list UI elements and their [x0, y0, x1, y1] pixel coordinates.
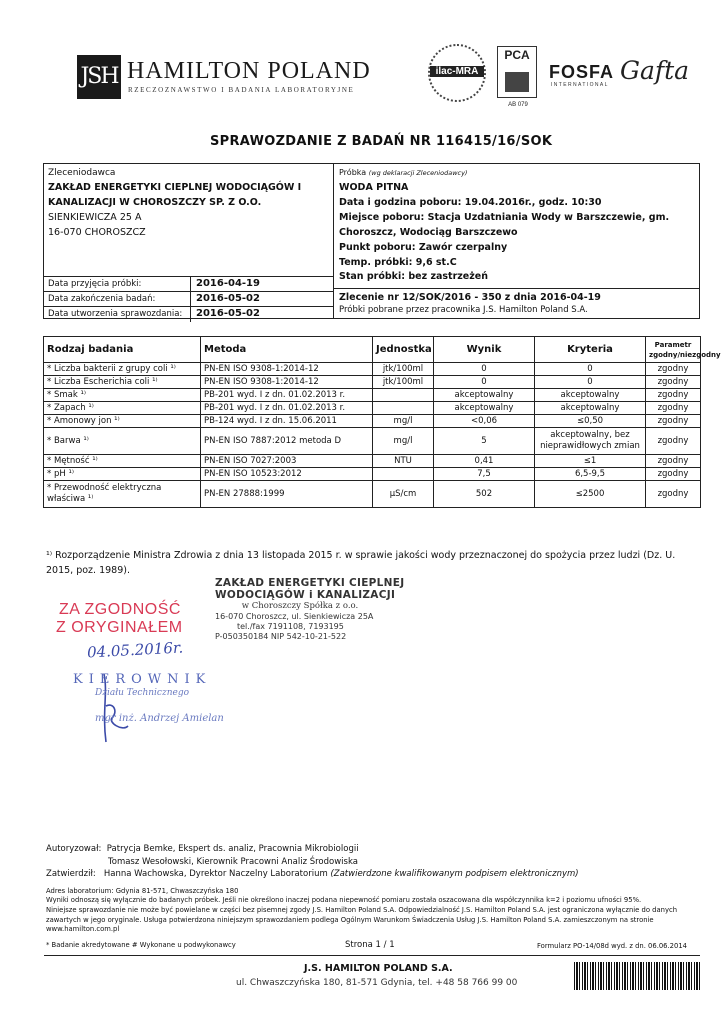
manager-stamp-line: mgr inż. Andrzej Amielan: [95, 713, 224, 724]
table-cell: PN-EN 27888:1999: [201, 481, 373, 508]
column-header: Parametr zgodny/niezgodny: [646, 337, 701, 363]
date-value: 2016-05-02: [196, 308, 260, 319]
table-cell: * Liczba bakterii z grupy coli ¹⁾: [44, 363, 201, 376]
date-row: [44, 276, 333, 291]
date-label: Data przyjęcia próbki:: [48, 279, 142, 289]
pca-label: PCA: [504, 48, 530, 62]
table-row: [44, 376, 701, 389]
table-cell: PN-EN ISO 9308-1:2014-12: [201, 363, 373, 376]
table-cell: 0: [434, 376, 535, 389]
table-cell: <0,06: [434, 415, 535, 428]
sample-label-note: (wg deklaracji Zleceniodawcy): [368, 169, 468, 177]
column-header: Jednostka: [373, 337, 434, 363]
table-cell: * Smak ¹⁾: [44, 389, 201, 402]
date-value: 2016-05-02: [196, 293, 260, 304]
gafta-logo: Gafta: [620, 56, 690, 85]
authorizer: Patrycja Bemke, Ekspert ds. analiz, Pracownia Mikrobiologii: [106, 844, 359, 854]
table-cell: zgodny: [646, 481, 701, 508]
table-cell: 502: [434, 481, 535, 508]
legend: * Badanie akredytowane # Wykonane u podwykonawcy: [46, 941, 236, 949]
table-row: [44, 415, 701, 428]
table-cell: akceptowalny, bez nieprawidłowych zmian: [535, 428, 646, 455]
table-cell: 0: [535, 376, 646, 389]
column-header: Metoda: [201, 337, 373, 363]
table-cell: PN-EN ISO 7887:2012 metoda D: [201, 428, 373, 455]
approval-note: (Zatwierdzone kwalifikowanym podpisem elektronicznym): [330, 869, 579, 879]
stamp-line: P-050350184 NIP 542-10-21-522: [215, 632, 347, 641]
column-header: Wynik: [434, 337, 535, 363]
sample-divider: [333, 288, 700, 289]
table-cell: 5: [434, 428, 535, 455]
client-line: SIENKIEWICZA 25 A: [48, 212, 142, 223]
table-cell: zgodny: [646, 402, 701, 415]
date-row: [44, 291, 333, 306]
sampling-point: Punkt poboru: Zawór czerpalny: [339, 242, 508, 253]
table-cell: ≤2500: [535, 481, 646, 508]
company-logo: JSH: [77, 55, 121, 99]
table-row: [44, 428, 701, 455]
client-line: 16-070 CHOROSZCZ: [48, 227, 146, 238]
form-id: Formularz PO-14/08d wyd. z dn. 06.06.2014: [537, 942, 687, 950]
column-header: Rodzaj badania: [44, 337, 201, 363]
table-cell: zgodny: [646, 428, 701, 455]
table-cell: mg/l: [373, 415, 434, 428]
company-name: HAMILTON POLAND: [127, 58, 371, 84]
conformity-stamp-line: Z ORYGINAŁEM: [56, 619, 183, 636]
results-table: [43, 336, 721, 508]
manager-stamp-line: KIEROWNIK: [73, 672, 212, 687]
table-cell: * pH ¹⁾: [44, 468, 201, 481]
table-cell: ≤1: [535, 455, 646, 468]
stamp-line: 16-070 Choroszcz, ul. Sienkiewicza 25A: [215, 612, 374, 621]
table-cell: zgodny: [646, 363, 701, 376]
table-cell: * Barwa ¹⁾: [44, 428, 201, 455]
table-cell: mg/l: [373, 428, 434, 455]
authorized-by: Autoryzował: Patrycja Bemke, Ekspert ds. analiz, Pracownia Mikrobiologii: [46, 844, 359, 854]
table-row: [44, 455, 701, 468]
table-cell: akceptowalny: [434, 402, 535, 415]
sampling-place: Miejsce poboru: Stacja Uzdatniania Wody w Barszczewie, gm.: [339, 212, 670, 223]
table-cell: jtk/100ml: [373, 363, 434, 376]
table-cell: PB-201 wyd. I z dn. 01.02.2013 r.: [201, 402, 373, 415]
table-cell: [373, 389, 434, 402]
table-cell: zgodny: [646, 455, 701, 468]
table-cell: [373, 402, 434, 415]
table-cell: * Zapach ¹⁾: [44, 402, 201, 415]
table-cell: 0: [535, 363, 646, 376]
table-row: [44, 363, 701, 376]
handwritten-date: 04.05.2016r.: [86, 638, 184, 662]
taken-by: Próbki pobrane przez pracownika J.S. Hamilton Poland S.A.: [339, 305, 588, 315]
table-cell: PB-201 wyd. I z dn. 01.02.2013 r.: [201, 389, 373, 402]
client-label: Zleceniodawca: [48, 168, 116, 178]
conformity-stamp-line: ZA ZGODNOŚĆ: [59, 601, 181, 618]
table-cell: NTU: [373, 455, 434, 468]
sample-temp: Temp. próbki: 9,6 st.C: [339, 257, 457, 268]
table-cell: akceptowalny: [535, 402, 646, 415]
order-number: Zlecenie nr 12/SOK/2016 - 350 z dnia 2016-04-19: [339, 292, 601, 303]
manager-stamp-line: Działu Technicznego: [95, 688, 190, 698]
table-cell: PB-124 wyd. I z dn. 15.06.2011: [201, 415, 373, 428]
client-line: KANALIZACJI W CHOROSZCZY SP. Z O.O.: [48, 197, 262, 208]
table-cell: 7,5: [434, 468, 535, 481]
page-number: Strona 1 / 1: [345, 940, 395, 950]
sampling-place: Choroszcz, Wodociąg Barszczewo: [339, 227, 518, 238]
stamp-line: ZAKŁAD ENERGETYKI CIEPLNEJ: [215, 577, 405, 589]
table-header-row: [44, 337, 701, 363]
table-cell: zgodny: [646, 389, 701, 402]
table-row: [44, 402, 701, 415]
approved-by: Zatwierdził: Hanna Wachowska, Dyrektor Naczelny Laboratorium (Zatwierdzone kwalifikowanym podpisem elektronicznym): [46, 869, 579, 879]
table-cell: * Liczba Escherichia coli ¹⁾: [44, 376, 201, 389]
fosfa-logo: FOSFA: [549, 62, 615, 82]
table-cell: PN-EN ISO 10523:2012: [201, 468, 373, 481]
info-box: [43, 163, 700, 319]
table-cell: 6,5-9,5: [535, 468, 646, 481]
stamp-line: w Choroszczy Spółka z o.o.: [241, 601, 359, 611]
info-divider: [333, 164, 334, 319]
disclaimer: Niniejsze sprawozdanie nie może być powielane w części bez pisemnej zgody J.S. Hamilton Poland S.A. Odpowiedzialność J.S. Hamilton Poland S.A. jest ograniczona wyłącznie do danych zawartych w jego oryginale. Usługa potwierdzona niniejszym sprawozdaniem podlega Ogólnym Warunkom Świadczenia Usług J.S. Hamilton Poland S.A. zamieszczonym na stronie www.hamilton.com.pl: [46, 906, 678, 933]
ab-number: AB 079: [508, 102, 528, 108]
table-row: [44, 481, 701, 508]
company-tagline: RZECZOZNAWSTWO I BADANIA LABORATORYJNE: [128, 86, 355, 94]
table-cell: akceptowalny: [535, 389, 646, 402]
barcode-icon: [574, 962, 702, 990]
footer-address: ul. Chwaszczyńska 180, 81-571 Gdynia, tel. +48 58 766 99 00: [236, 978, 518, 988]
ilac-label: ilac-MRA: [430, 66, 484, 77]
sampling-date: Data i godzina poboru: 19.04.2016r., godz. 10:30: [339, 197, 602, 208]
table-row: [44, 389, 701, 402]
authorizer: Tomasz Wesołowski, Kierownik Pracowni Analiz Środowiska: [108, 857, 358, 867]
stamp-line: tel./fax 7191108, 7193195: [237, 622, 344, 631]
date-row: [44, 306, 333, 321]
table-cell: zgodny: [646, 468, 701, 481]
pca-mark-icon: [505, 72, 529, 92]
sample-state: Stan próbki: bez zastrzeżeń: [339, 271, 488, 282]
table-cell: * Mętność ¹⁾: [44, 455, 201, 468]
table-cell: µS/cm: [373, 481, 434, 508]
table-cell: [373, 468, 434, 481]
table-cell: akceptowalny: [434, 389, 535, 402]
table-cell: * Przewodność elektryczna właściwa ¹⁾: [44, 481, 201, 508]
date-label: Data zakończenia badań:: [48, 294, 156, 304]
date-label: Data utworzenia sprawozdania:: [48, 309, 183, 319]
sample-label: Próbka (wg deklaracji Zleceniodawcy): [339, 168, 468, 177]
date-value: 2016-04-19: [196, 278, 260, 289]
column-header: Kryteria: [535, 337, 646, 363]
table-cell: ≤0,50: [535, 415, 646, 428]
stamp-line: WODOCIĄGÓW i KANALIZACJI: [215, 589, 396, 601]
fosfa-sub: INTERNATIONAL: [551, 82, 609, 88]
report-title: SPRAWOZDANIE Z BADAŃ NR 116415/16/SOK: [210, 134, 553, 149]
regulation-footnote: ¹⁾ Rozporządzenie Ministra Zdrowia z dnia 13 listopada 2015 r. w sprawie jakości wody przeznaczonej do spożycia przez ludzi (Dz. U. 2015, poz. 1989).: [46, 550, 676, 576]
table-cell: 0: [434, 363, 535, 376]
table-cell: 0,41: [434, 455, 535, 468]
client-line: ZAKŁAD ENERGETYKI CIEPLNEJ WODOCIĄGÓW I: [48, 182, 302, 193]
lab-address: Adres laboratorium: Gdynia 81-571, Chwaszczyńska 180: [46, 887, 239, 895]
table-cell: PN-EN ISO 9308-1:2014-12: [201, 376, 373, 389]
approver: Hanna Wachowska, Dyrektor Naczelny Laboratorium: [103, 869, 328, 879]
table-cell: * Amonowy jon ¹⁾: [44, 415, 201, 428]
table-cell: PN-EN ISO 7027:2003: [201, 455, 373, 468]
footer-company: J.S. HAMILTON POLAND S.A.: [304, 963, 453, 974]
footer-divider: [44, 955, 700, 956]
disclaimer: Wyniki odnoszą się wyłącznie do badanych próbek. Jeśli nie określono inaczej podana niepewność pomiaru została oszacowana dla współczynnika k=2 i poziomu ufności 95%.: [46, 896, 642, 904]
company-stamp: [215, 577, 415, 642]
table-row: [44, 468, 701, 481]
table-cell: zgodny: [646, 376, 701, 389]
table-cell: jtk/100ml: [373, 376, 434, 389]
table-cell: zgodny: [646, 415, 701, 428]
sample-name: WODA PITNA: [339, 182, 409, 193]
